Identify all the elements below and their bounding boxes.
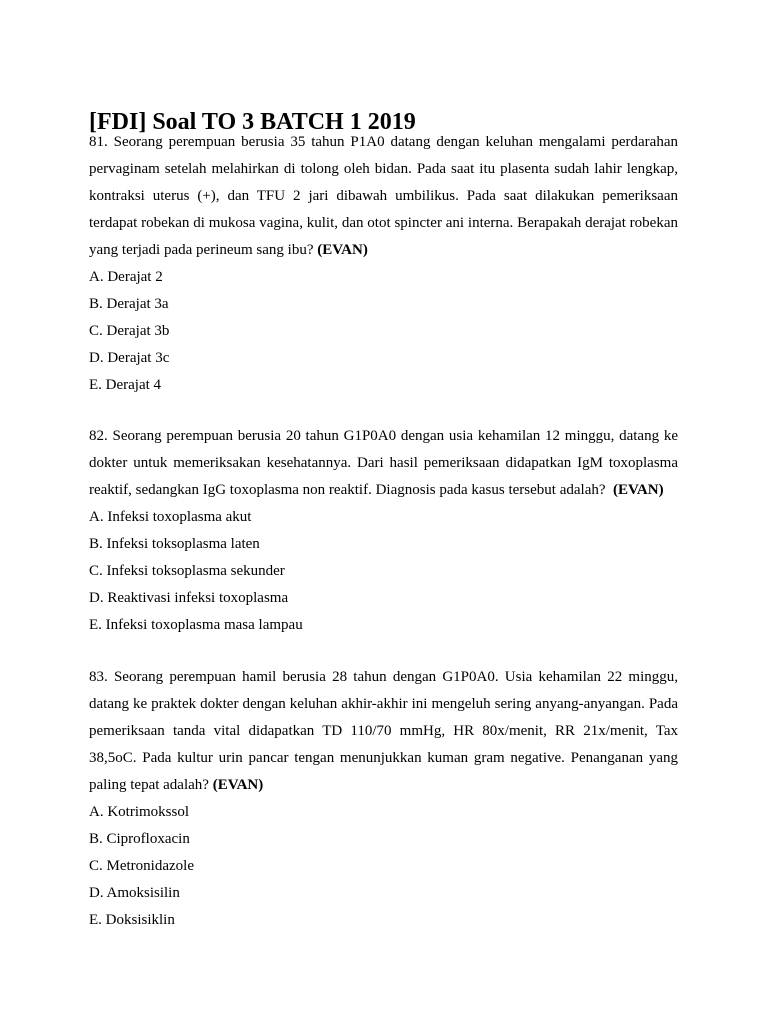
answer-option: C. Infeksi toksoplasma sekunder	[89, 563, 285, 579]
answer-options	[89, 264, 678, 399]
answer-option: D. Amoksisilin	[89, 885, 180, 901]
question-stem	[89, 423, 678, 504]
question-82	[89, 423, 678, 639]
question-83	[89, 664, 678, 934]
answer-option: B. Infeksi toksoplasma laten	[89, 536, 260, 552]
question-stem	[89, 129, 678, 264]
question-81	[89, 129, 678, 399]
author-tag: (EVAN)	[613, 482, 664, 498]
answer-options	[89, 504, 678, 639]
question-text: 81. Seorang perempuan berusia 35 tahun P1A0 datang dengan keluhan mengalami perdarahan pervaginam setelah melahirkan di tolong oleh bidan. Pada saat itu plasenta sudah lahir lengkap, kontraksi uterus (+), dan TFU 2 jari dibawah umbilikus. Pada saat dilakukan pemeriksaan terdapat robekan di mukosa vagina, kulit, dan otot spincter ani interna. Berapakah derajat robekan yang terjadi pada perineum sang ibu?	[89, 134, 678, 258]
answer-option: A. Infeksi toxoplasma akut	[89, 509, 252, 525]
answer-option: B. Ciprofloxacin	[89, 831, 190, 847]
answer-options	[89, 799, 678, 934]
answer-option: E. Infeksi toxoplasma masa lampau	[89, 617, 303, 633]
answer-option: C. Metronidazole	[89, 858, 194, 874]
question-text: 82. Seorang perempuan berusia 20 tahun G1P0A0 dengan usia kehamilan 12 minggu, datang ke dokter untuk memeriksakan kesehatannya. Dari hasil pemeriksaan didapatkan IgM toxoplasma reaktif, sedangkan IgG toxoplasma non reaktif. Diagnosis pada kasus tersebut adalah?	[89, 428, 678, 498]
answer-option: D. Reaktivasi infeksi toxoplasma	[89, 590, 289, 606]
author-tag: (EVAN)	[212, 777, 264, 793]
page-title: [FDI] Soal TO 3 BATCH 1 2019	[89, 109, 416, 136]
answer-option: D. Derajat 3c	[89, 350, 170, 366]
answer-option: E. Derajat 4	[89, 377, 162, 393]
question-stem	[89, 664, 678, 799]
answer-option: A. Derajat 2	[89, 269, 163, 285]
answer-option: A. Kotrimokssol	[89, 804, 190, 820]
author-tag: (EVAN)	[317, 242, 368, 258]
answer-option: C. Derajat 3b	[89, 323, 170, 339]
question-text: 83. Seorang perempuan hamil berusia 28 tahun dengan G1P0A0. Usia kehamilan 22 minggu, datang ke praktek dokter dengan keluhan akhir-akhir ini mengeluh sering anyang-anyangan. Pada pemeriksaan tanda vital didapatkan TD 110/70 mmHg, HR 80x/menit, RR 21x/menit, Tax 38,5oC. Pada kultur urin pancar tengan menunjukkan kuman gram negative. Penanganan yang paling tepat adalah?	[89, 669, 678, 793]
answer-option: E. Doksisiklin	[89, 912, 175, 928]
answer-option: B. Derajat 3a	[89, 296, 169, 312]
